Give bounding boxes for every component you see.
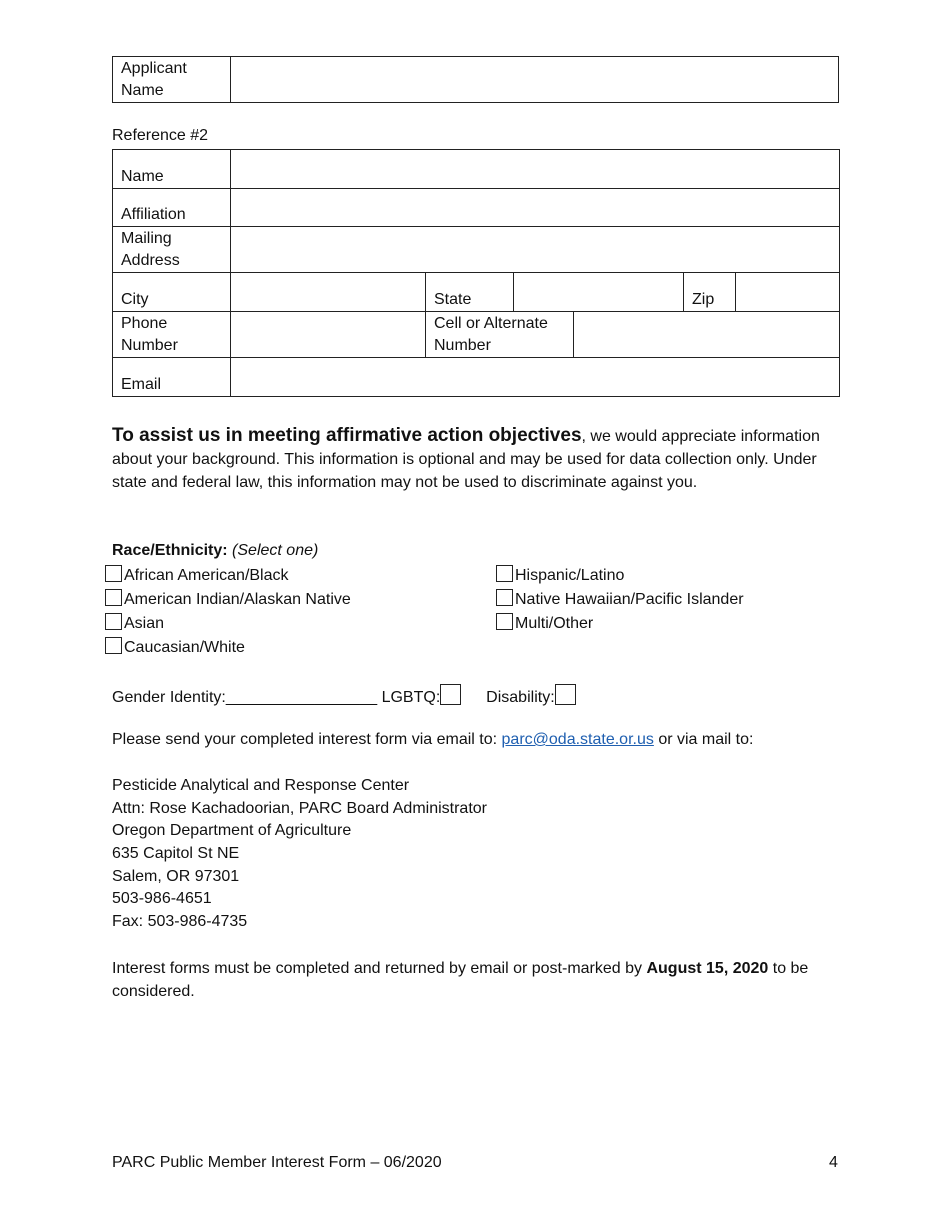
race-option-caucasian[interactable]: Caucasian/White [105,637,245,659]
address-line: 503-986-4651 [112,890,212,907]
applicant-table [112,56,839,103]
page-number: 4 [829,1154,838,1171]
disability-label: Disability: [486,689,555,706]
phone-field[interactable] [231,312,426,358]
affirmative-body: , we would appreciate information about your background. This information is optional and may be used for data collection only. Under state and federal law, this information may not be used to discriminate against you. [112,428,820,491]
race-option-american-indian[interactable]: American Indian/Alaskan Native [105,589,351,611]
cell-label: Cell or Alternate Number [426,312,574,358]
affiliation-label: Affiliation [113,189,231,227]
reference-table [112,149,840,397]
zip-field[interactable] [736,273,840,312]
city-field[interactable] [231,273,426,312]
deadline-paragraph: Interest forms must be completed and returned by email or post-marked by August 15, 2020 to be considered. [112,960,809,1000]
send-instructions: Please send your completed interest form via email to: parc@oda.state.or.us or via mail to: [112,731,754,748]
address-line: Attn: Rose Kachadoorian, PARC Board Administrator [112,800,487,817]
zip-label: Zip [684,273,736,312]
race-option-hispanic[interactable]: Hispanic/Latino [496,565,624,587]
name-label: Name [113,150,231,189]
mailing-address-label: Mailing Address [113,227,231,273]
race-option-african-american[interactable]: African American/Black [105,565,289,587]
checkbox-icon[interactable] [105,637,122,654]
state-field[interactable] [514,273,684,312]
checkbox-icon[interactable] [105,613,122,630]
email-label: Email [113,358,231,397]
state-label: State [426,273,514,312]
applicant-name-label: Applicant Name [113,57,231,103]
city-label: City [113,273,231,312]
affirmative-lead: To assist us in meeting affirmative action objectives [112,425,582,446]
cell-field[interactable] [574,312,840,358]
gender-identity-label: Gender Identity: [112,689,226,706]
affirmative-paragraph [112,424,837,494]
mailing-address-field[interactable] [231,227,840,273]
footer-form-title: PARC Public Member Interest Form – 06/2020 [112,1154,442,1171]
checkbox-icon[interactable] [496,565,513,582]
checkbox-icon[interactable] [105,565,122,582]
email-link[interactable]: parc@oda.state.or.us [501,731,654,748]
gender-identity-field[interactable]: _________________ [225,689,378,706]
race-option-asian[interactable]: Asian [105,613,164,635]
address-line: Oregon Department of Agriculture [112,822,352,839]
email-field[interactable] [231,358,840,397]
race-heading: Race/Ethnicity: (Select one) [112,542,319,559]
deadline-date: August 15, 2020 [646,960,769,977]
address-line: Salem, OR 97301 [112,868,240,885]
lgbtq-checkbox[interactable] [440,684,461,705]
affiliation-field[interactable] [231,189,840,227]
race-option-native-hawaiian[interactable]: Native Hawaiian/Pacific Islander [496,589,744,611]
checkbox-icon[interactable] [105,589,122,606]
address-line: Pesticide Analytical and Response Center [112,777,410,794]
identity-row [112,684,578,707]
checkbox-icon[interactable] [496,589,513,606]
name-field[interactable] [231,150,840,189]
reference-heading: Reference #2 [112,127,209,144]
applicant-name-field[interactable] [231,57,839,103]
address-line: 635 Capitol St NE [112,845,240,862]
lgbtq-label: LGBTQ: [381,689,441,706]
checkbox-icon[interactable] [496,613,513,630]
phone-label: Phone Number [113,312,231,358]
address-line: Fax: 503-986-4735 [112,913,248,930]
disability-checkbox[interactable] [555,684,576,705]
race-option-multi-other[interactable]: Multi/Other [496,613,593,635]
